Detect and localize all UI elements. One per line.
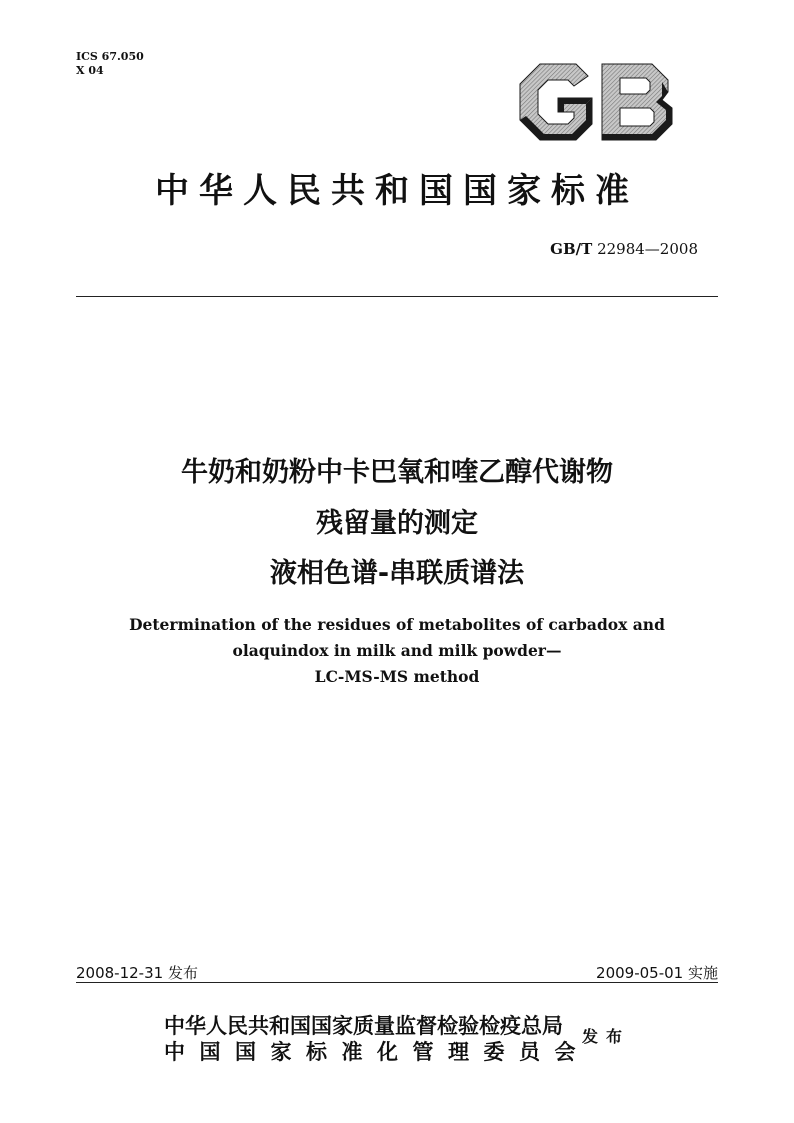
english-title-line-1: Determination of the residues of metabolites of carbadox and (129, 615, 665, 634)
chinese-title-line-3: 液相色谱-串联质谱法 (269, 558, 525, 589)
header-divider (76, 296, 718, 297)
issue-date: 2008-12-31 发布 (76, 964, 198, 982)
issuing-authority-1: 中华人民共和国国家质量监督检验检疫总局 (164, 1013, 563, 1038)
publish-label: 发布 (582, 1027, 631, 1046)
classification-codes (76, 50, 144, 78)
english-title-line-2: olaquindox in milk and milk powder— (232, 641, 562, 660)
footer-divider (76, 982, 718, 983)
chinese-title-line-2: 残留量的测定 (316, 508, 478, 539)
ccs-code: X 04 (76, 64, 104, 77)
ics-code: ICS 67.050 (76, 50, 144, 63)
chinese-title-line-1: 牛奶和奶粉中卡巴氧和喹乙醇代谢物 (181, 457, 613, 488)
issuing-authority-2: 中国国家标准化管理委员会 (164, 1039, 590, 1064)
english-title-line-3: LC-MS-MS method (314, 667, 480, 686)
standard-number-value: 22984—2008 (597, 240, 698, 258)
standard-number-prefix: GB/T (550, 240, 593, 258)
standard-number (550, 240, 698, 258)
implementation-date: 2009-05-01 实施 (596, 964, 718, 982)
gb-logo-icon (518, 62, 678, 142)
standard-category-title: 中华人民共和国国家标准 (155, 171, 639, 211)
